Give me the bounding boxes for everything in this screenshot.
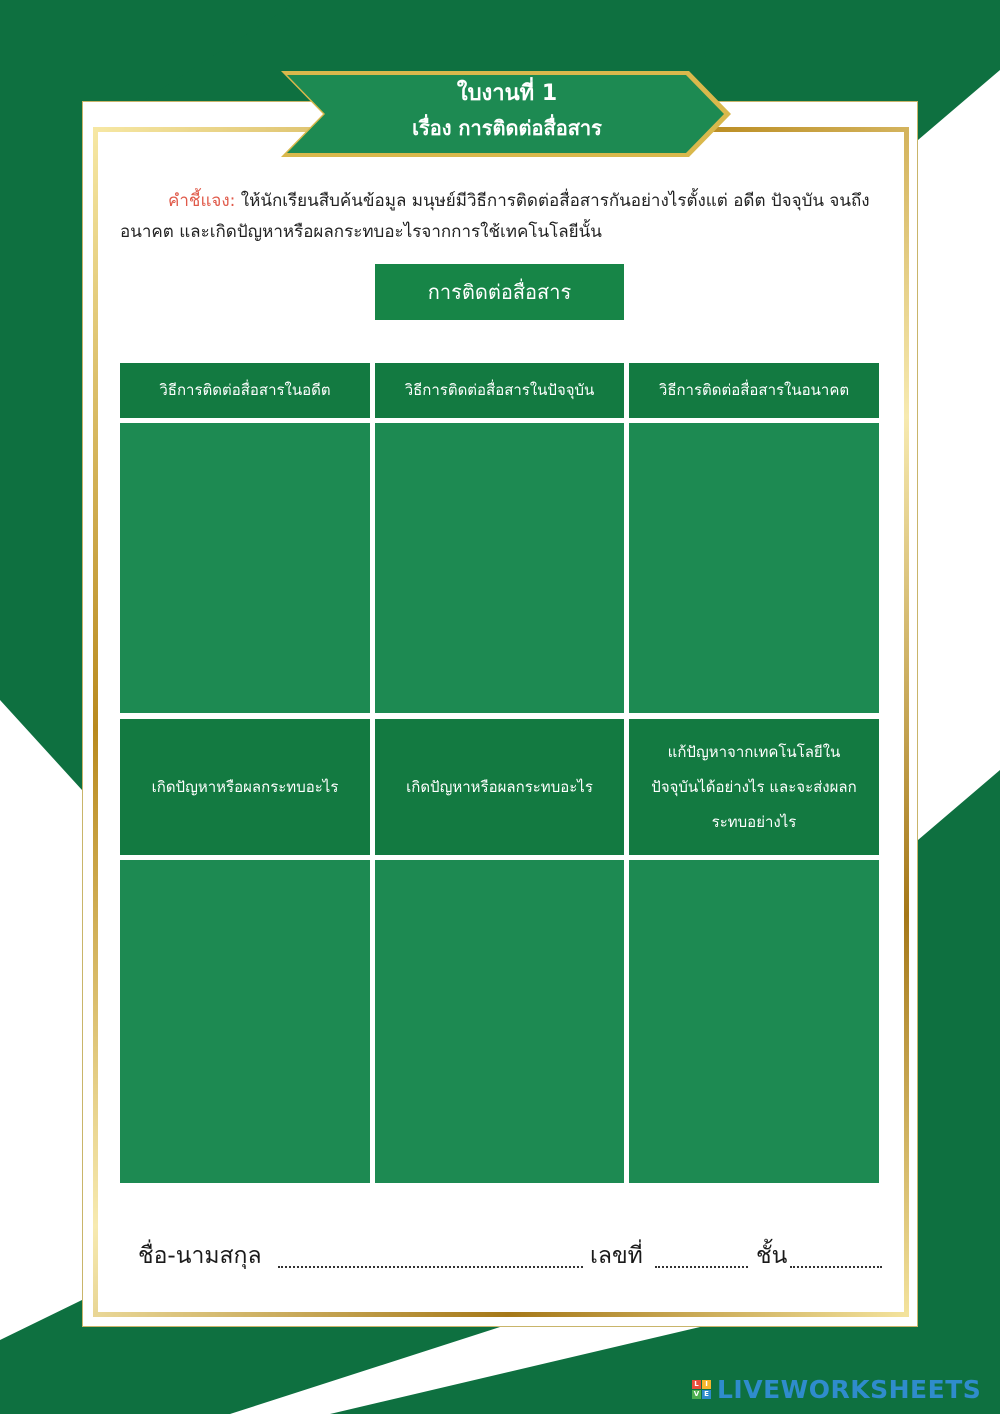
instructions-label: คำชี้แจง: (168, 191, 236, 211)
liveworksheets-logo-mark: L I V E (692, 1380, 711, 1399)
header-past-methods: วิธีการติดต่อสื่อสารในอดีต (120, 363, 370, 418)
answer-box-future-methods[interactable] (629, 423, 879, 713)
liveworksheets-logo (692, 1374, 981, 1404)
answer-box-present-problems[interactable] (375, 860, 624, 1183)
header-present-problems: เกิดปัญหาหรือผลกระทบอะไร (375, 719, 624, 855)
header-future-methods: วิธีการติดต่อสื่อสารในอนาคต (629, 363, 879, 418)
answer-box-future-solutions[interactable] (629, 860, 879, 1183)
answer-box-past-methods[interactable] (120, 423, 370, 713)
class-field[interactable] (790, 1266, 882, 1268)
class-label: ชั้น (756, 1243, 788, 1269)
number-field[interactable] (655, 1266, 748, 1268)
liveworksheets-logo-text: LIVEWORKSHEETS (717, 1374, 982, 1404)
header-past-problems: เกิดปัญหาหรือผลกระทบอะไร (120, 719, 370, 855)
worksheet-number: ใบงานที่ 1 (456, 81, 558, 106)
name-field[interactable] (278, 1266, 583, 1268)
answer-box-past-problems[interactable] (120, 860, 370, 1183)
header-future-solutions: แก้ปัญหาจากเทคโนโลยีในปัจจุบันได้อย่างไร และจะส่งผลกระทบอย่างไร (629, 719, 879, 855)
worksheet-subject: เรื่อง การติดต่อสื่อสาร (412, 116, 602, 140)
student-info-footer (138, 1238, 888, 1278)
instructions (120, 186, 892, 248)
header-present-methods: วิธีการติดต่อสื่อสารในปัจจุบัน (375, 363, 624, 418)
number-label: เลขที่ (590, 1243, 643, 1269)
instructions-text: ให้นักเรียนสืบค้นข้อมูล มนุษย์มีวิธีการติดต่อสื่อสารกันอย่างไรตั้งแต่ อดีต ปัจจุบัน จนถึง อนาคต และเกิดปัญหาหรือผลกระทบอะไรจากการใช้เทคโนโลยีนั้น (120, 191, 870, 242)
title-banner-text (279, 76, 735, 144)
topic-heading: การติดต่อสื่อสาร (375, 264, 624, 320)
answer-box-present-methods[interactable] (375, 423, 624, 713)
name-label: ชื่อ-นามสกุล (138, 1243, 262, 1269)
